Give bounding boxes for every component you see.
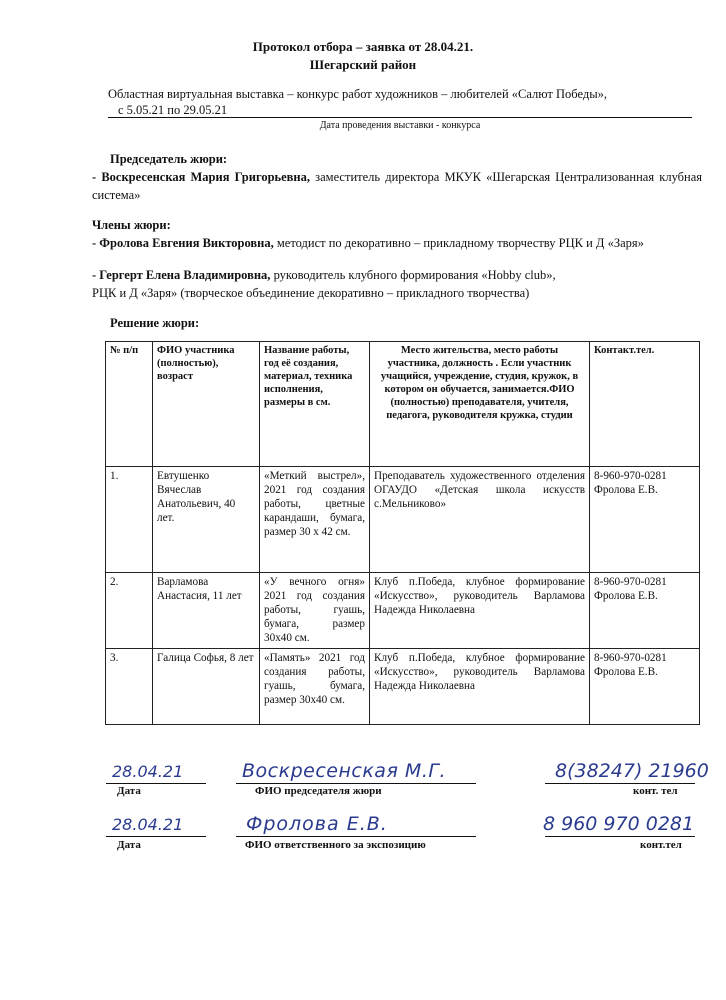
row-number: 2. — [106, 573, 153, 649]
row-place: Клуб п.Победа, клубное формирование «Искусство», руководитель Варламова Надежда Николаевна — [370, 573, 590, 649]
table-row — [106, 467, 700, 573]
signature-row-responsible — [0, 813, 726, 853]
label-phone: конт.тел — [640, 839, 682, 851]
chair-role: заместитель директора МКУК «Шегарская Централизованная клубная система» — [92, 170, 702, 202]
member-2-role-2: РЦК и Д «Заря» (творческое объединение декоративно – прикладного творчества) — [92, 286, 530, 300]
member-1-name: - Фролова Евгения Викторовна, — [92, 236, 274, 250]
row-participant: Евтушенко Вячеслав Анатольевич, 40 лет. — [153, 467, 260, 573]
row-place: Преподаватель художественного отделения ОГАУДО «Детская школа искусств с.Мельниково» — [370, 467, 590, 573]
col-number: № п/п — [106, 342, 153, 467]
name-line — [236, 836, 476, 837]
handwritten-phone: 8 960 970 0281 — [543, 813, 695, 835]
row-phone: 8-960-970-0281 — [594, 576, 667, 588]
exhibition-line-1: Областная виртуальная выставка – конкурс работ художников – любителей «Салют Победы», — [108, 87, 607, 101]
row-number: 1. — [106, 467, 153, 573]
row-contact-person: Фролова Е.В. — [594, 590, 658, 602]
exhibition-line-2: с 5.05.21 по 29.05.21 — [118, 103, 228, 117]
row-contact — [590, 649, 700, 725]
row-contact — [590, 573, 700, 649]
decision-table — [105, 341, 700, 725]
row-phone: 8-960-970-0281 — [594, 470, 667, 482]
col-participant: ФИО участника (полностью), возраст — [153, 342, 260, 467]
chair-info — [92, 168, 702, 204]
document-title: Протокол отбора – заявка от 28.04.21. — [252, 39, 474, 54]
chair-heading-text: Председатель жюри: — [110, 152, 228, 166]
label-date: Дата — [117, 785, 141, 797]
member-2 — [92, 266, 702, 302]
handwritten-signature: Воскресенская М.Г. — [242, 760, 446, 782]
member-1 — [92, 234, 702, 252]
handwritten-date: 28.04.21 — [112, 762, 184, 781]
name-line — [236, 783, 476, 784]
exhibition-name — [108, 86, 692, 118]
table-row — [106, 649, 700, 725]
date-line — [106, 836, 206, 837]
row-contact — [590, 467, 700, 573]
label-name: ФИО председателя жюри — [255, 785, 382, 797]
handwritten-signature: Фролова Е.В. — [246, 813, 388, 835]
col-contact: Контакт.тел. — [590, 342, 700, 467]
table-row — [106, 573, 700, 649]
member-2-name: - Гергерт Елена Владимировна, — [92, 268, 271, 282]
member-2-role: руководитель клубного формирования «Hobby club», — [270, 268, 556, 282]
label-phone: конт. тел — [633, 785, 678, 797]
date-line — [106, 783, 206, 784]
col-place: Место жительства, место работы участника, должность . Если участник учащийся, учреждение, студия, кружок, в котором он обучается, занимается.ФИО (полностью) преподавателя, учителя, педагога, руководителя кружка, студии — [370, 342, 590, 467]
row-contact-person: Фролова Е.В. — [594, 484, 658, 496]
row-work: «У вечного огня» 2021 год создания работы, гуашь, бумага, размер 30х40 см. — [260, 573, 370, 649]
col-work: Название работы, год её создания, материал, техника исполнения, размеры в см. — [260, 342, 370, 467]
member-1-role: методист по декоративно – прикладному творчеству РЦК и Д «Заря» — [273, 236, 644, 250]
row-place: Клуб п.Победа, клубное формирование «Искусство», руководитель Варламова Надежда Николаевна — [370, 649, 590, 725]
table-header-row — [106, 342, 700, 467]
row-work: «Память» 2021 год создания работы, гуашь, бумага, размер 30х40 см. — [260, 649, 370, 725]
signature-row-chair — [0, 760, 726, 800]
label-date: Дата — [117, 839, 141, 851]
label-name: ФИО ответственного за экспозицию — [245, 839, 426, 851]
chair-name: - Воскресенская Мария Григорьевна, — [92, 170, 311, 184]
phone-line — [545, 783, 695, 784]
row-number: 3. — [106, 649, 153, 725]
members-heading-text: Члены жюри: — [92, 218, 171, 232]
row-work: «Меткий выстрел», 2021 год создания работы, цветные карандаши, бумага, размер 30 х 42 см. — [260, 467, 370, 573]
handwritten-date: 28.04.21 — [112, 815, 184, 834]
decision-heading-text: Решение жюри: — [110, 316, 200, 330]
exhibition-underline — [108, 117, 692, 118]
row-contact-person: Фролова Е.В. — [594, 666, 658, 678]
members-heading — [92, 216, 702, 234]
document-district: Шегарский район — [309, 57, 417, 72]
chair-heading — [110, 150, 702, 168]
handwritten-phone: 8(38247) 21960 — [555, 760, 709, 782]
row-participant: Галица Софья, 8 лет — [153, 649, 260, 725]
exhibition-caption: Дата проведения выставки - конкурса — [319, 120, 481, 131]
row-participant: Варламова Анастасия, 11 лет — [153, 573, 260, 649]
decision-heading — [110, 314, 702, 332]
row-phone: 8-960-970-0281 — [594, 652, 667, 664]
phone-line — [545, 836, 695, 837]
